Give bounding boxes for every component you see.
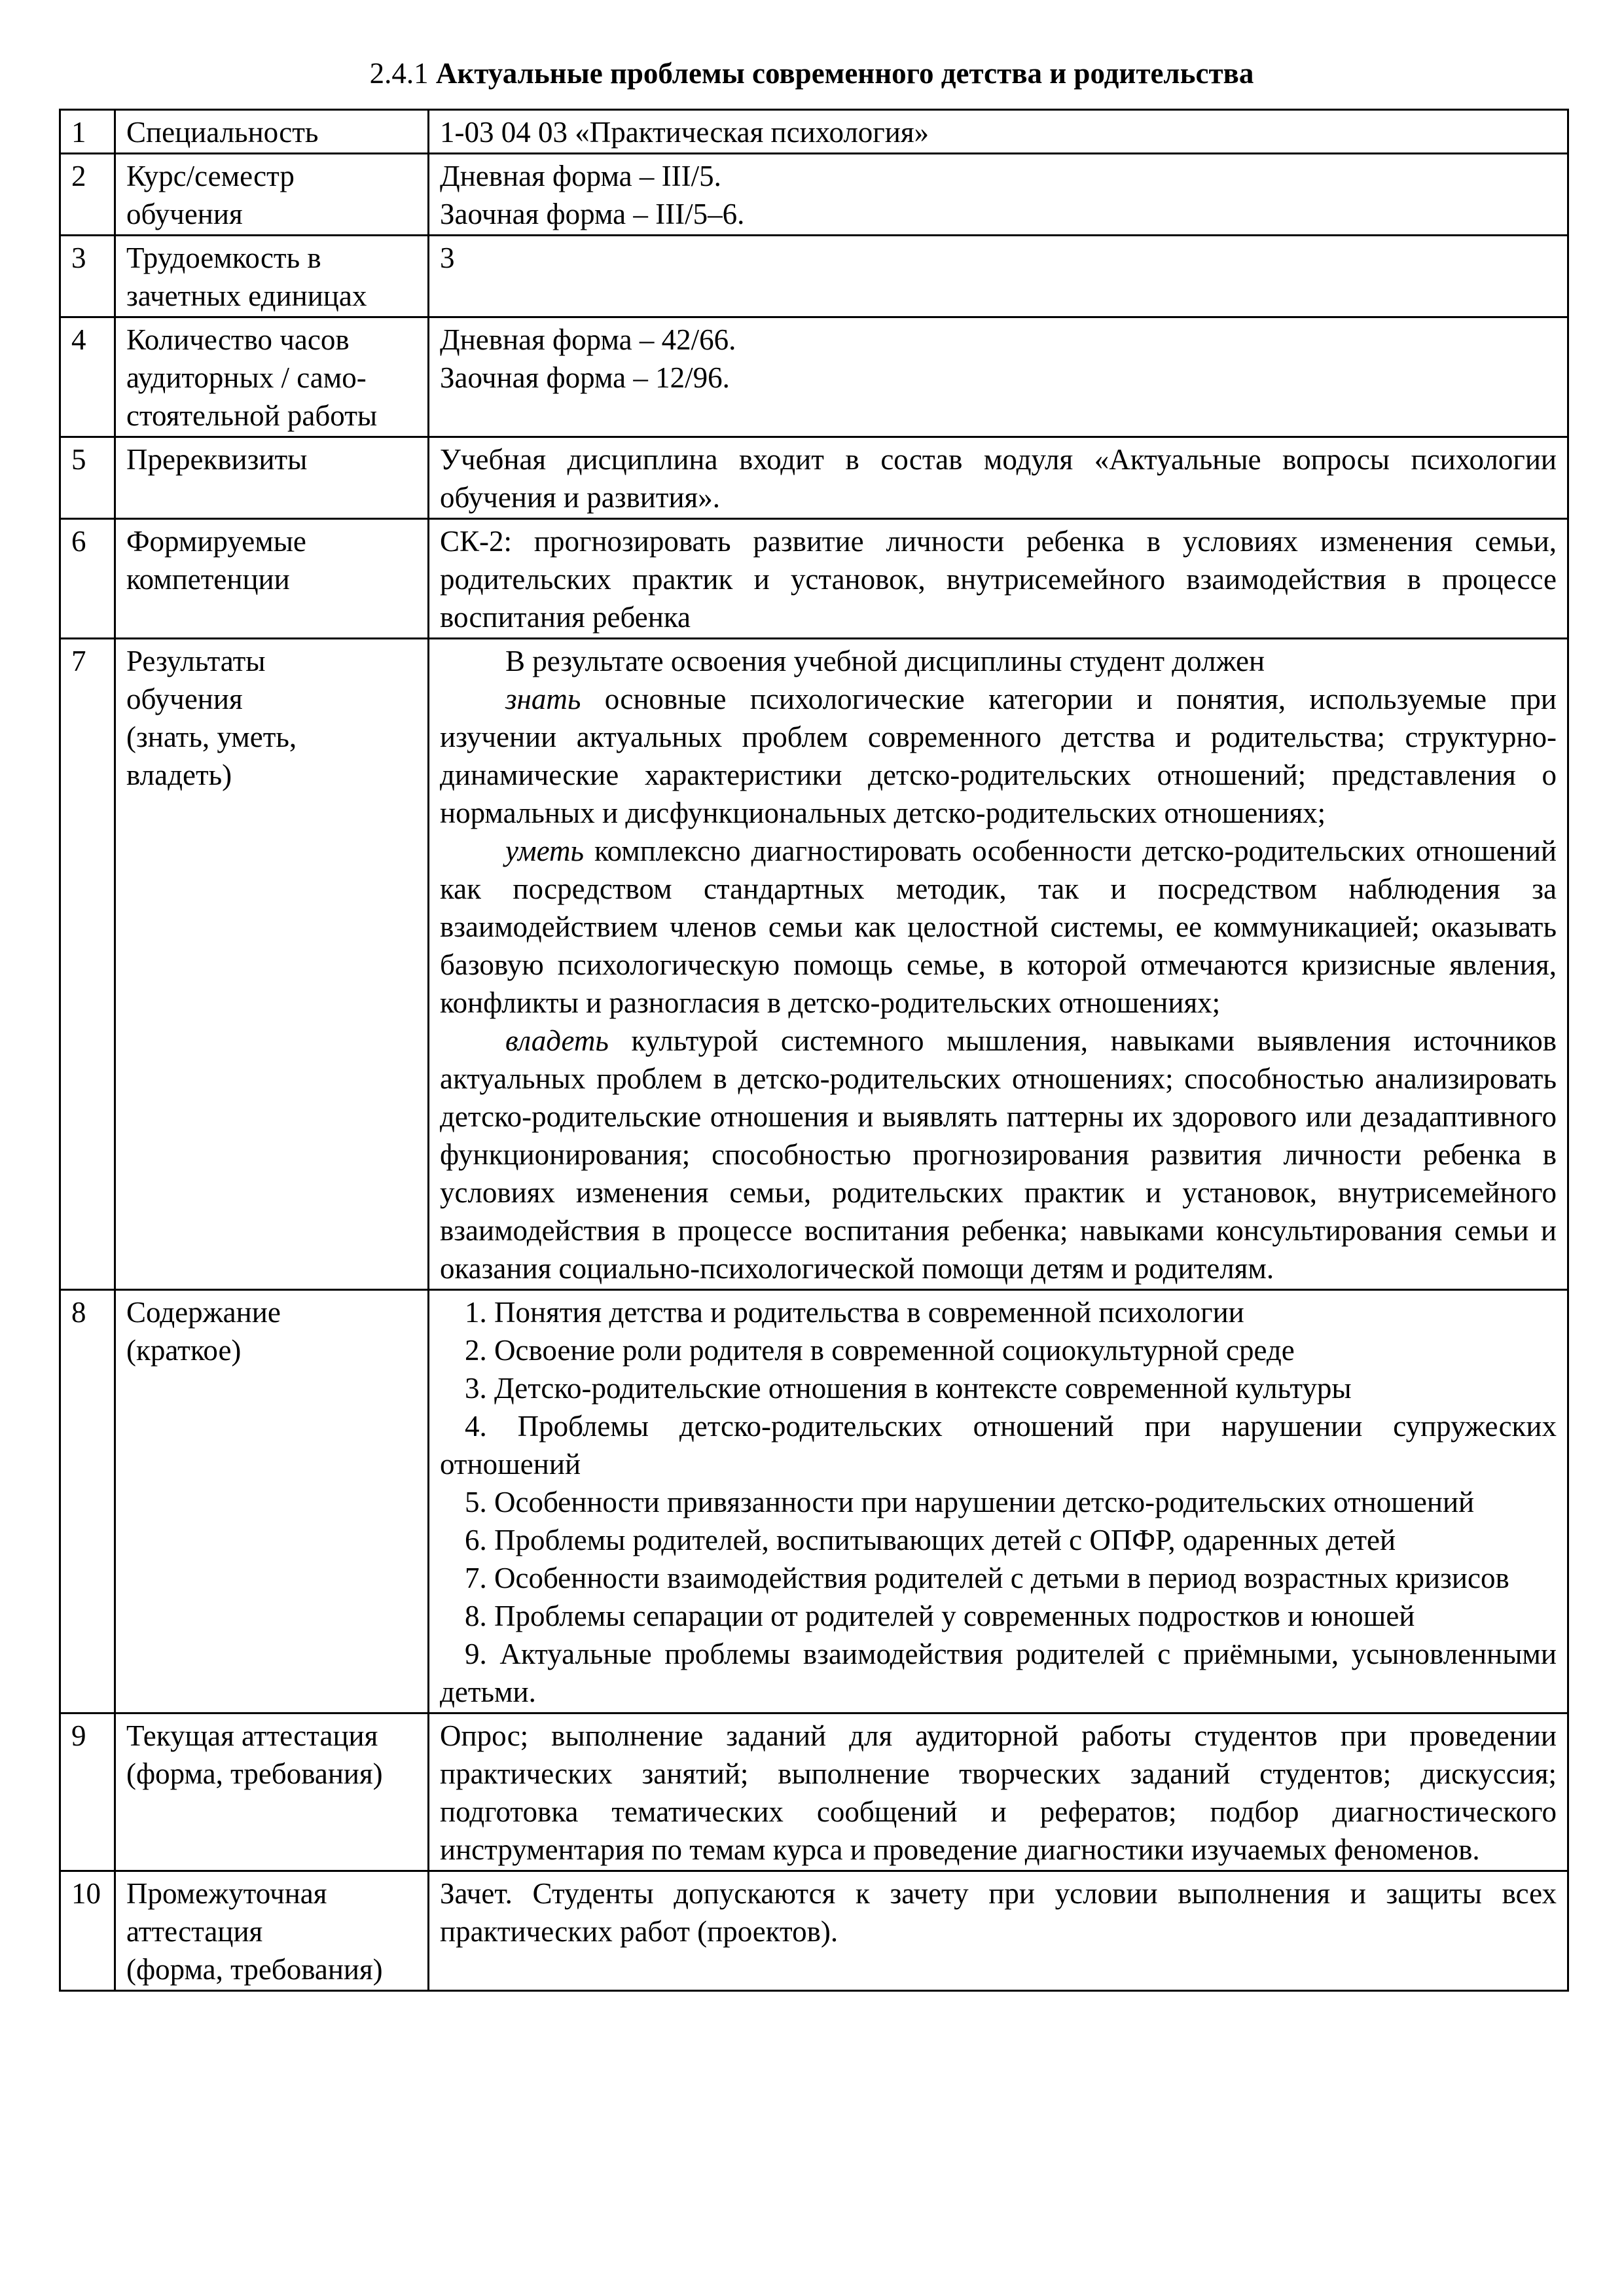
label-line: (краткое) — [126, 1334, 242, 1367]
row-content: Учебная дисциплина входит в состав модуля «Актуальные вопросы психологии обучения и развития». — [429, 437, 1568, 519]
table-row — [60, 154, 1568, 236]
row-content — [429, 154, 1568, 236]
label-line: (знать, уметь, — [126, 721, 297, 753]
content-list-item: 5. Особенности привязанности при нарушении детско-родительских отношений — [465, 1486, 1475, 1518]
outcomes-own — [440, 1022, 1557, 1287]
outcomes-know — [440, 680, 1557, 832]
outcomes-intro: В результате освоения учебной дисциплины студент должен — [505, 645, 1265, 677]
table-row — [60, 437, 1568, 519]
label-line: Текущая аттестация — [126, 1719, 378, 1752]
row-label — [115, 1290, 429, 1713]
row-label — [115, 317, 429, 437]
content-line: Дневная форма – 42/66. — [440, 323, 736, 356]
content-list-item: 1. Понятия детства и родительства в современной психологии — [465, 1296, 1244, 1329]
content-line: Заочная форма – 12/96. — [440, 361, 730, 394]
course-spec-table — [59, 109, 1569, 1992]
label-line: Трудоемкость в — [126, 242, 321, 274]
content-line: 3 — [440, 242, 455, 274]
label-line: Результаты — [126, 645, 266, 677]
row-label — [115, 110, 429, 154]
row-label — [115, 1713, 429, 1871]
section-number: 2.4.1 — [369, 57, 429, 90]
row-number: 4 — [60, 317, 115, 437]
content-list-item: 9. Актуальные проблемы взаимодействия родителей с приёмными, усыновленными детьми. — [440, 1638, 1557, 1708]
row-label — [115, 519, 429, 639]
content-line: Заочная форма – III/5–6. — [440, 198, 745, 230]
can-keyword: уметь — [505, 834, 584, 867]
label-line: компетенции — [126, 563, 290, 596]
label-line: владеть) — [126, 759, 232, 791]
label-line: Курс/семестр — [126, 160, 295, 192]
own-text: культурой системного мышления, навыками выявления источников актуальных проблем в детско-родительских отношениях; способностью анализировать детско-родительские отношения и выявлять паттерны их здорового или дезадаптивного функционирования; способностью прогнозирования развития личности ребенка в условиях изменения семьи, родительских практик и установок, внутрисемейного взаимодействия в процессе воспитания ребенка; навыками консультирования семьи и оказания социально-психологической помощи детям и родителям. — [440, 1024, 1557, 1285]
content-list-item: 2. Освоение роли родителя в современной социокультурной среде — [465, 1334, 1295, 1367]
table-row — [60, 110, 1568, 154]
row-label — [115, 154, 429, 236]
row-label — [115, 437, 429, 519]
label-line: обучения — [126, 683, 243, 715]
content-line: Дневная форма – III/5. — [440, 160, 721, 192]
label-line: Специальность — [126, 116, 319, 149]
row-number: 10 — [60, 1871, 115, 1991]
row-number: 3 — [60, 236, 115, 317]
label-line: стоятельной работы — [126, 399, 378, 432]
row-content — [429, 110, 1568, 154]
row-number: 7 — [60, 639, 115, 1290]
can-text: комплексно диагностировать особенности детско-родительских отношений как посредством стандартных методик, так и посредством наблюдения за взаимодействием членов семьи как целостной системы, ее коммуникацией; оказывать базовую психологическую помощь семье, в которой отмечаются кризисные явления, конфликты и разногласия в детско-родительских отношениях; — [440, 834, 1557, 1019]
content-list-item: 8. Проблемы сепарации от родителей у современных подростков и юношей — [465, 1600, 1415, 1632]
label-line: Содержание — [126, 1296, 281, 1329]
label-line: Пререквизиты — [126, 443, 308, 476]
table-row — [60, 236, 1568, 317]
row-number: 8 — [60, 1290, 115, 1713]
row-label — [115, 236, 429, 317]
content-list-item: 3. Детско-родительские отношения в контексте современной культуры — [465, 1372, 1352, 1405]
table-row — [60, 317, 1568, 437]
label-line: (форма, требования) — [126, 1953, 383, 1986]
outcomes-can — [440, 832, 1557, 1022]
row-content — [429, 317, 1568, 437]
label-line: аудиторных / само- — [126, 361, 367, 394]
label-line: обучения — [126, 198, 243, 230]
row-number: 2 — [60, 154, 115, 236]
know-text: основные психологические категории и понятия, используемые при изучении актуальных проблем современного детства и родительства; структурно-динамические характеристики детско-родительских отношений; представления о нормальных и дисфункциональных детско-родительских отношениях; — [440, 683, 1557, 829]
table-row — [60, 1871, 1568, 1991]
row-content — [429, 639, 1568, 1290]
label-line: Формируемые — [126, 525, 306, 558]
row-label — [115, 639, 429, 1290]
row-content: СК-2: прогнозировать развитие личности ребенка в условиях изменения семьи, родительских практик и установок, внутрисемейного взаимодействия в процессе воспитания ребенка — [429, 519, 1568, 639]
section-heading: Актуальные проблемы современного детства и родительства — [435, 57, 1254, 90]
label-line: Промежуточная — [126, 1877, 327, 1910]
own-keyword: владеть — [505, 1024, 609, 1057]
row-number: 5 — [60, 437, 115, 519]
table-row — [60, 1290, 1568, 1713]
row-number: 1 — [60, 110, 115, 154]
section-title — [59, 55, 1564, 92]
row-content — [429, 1290, 1568, 1713]
label-line: зачетных единицах — [126, 279, 367, 312]
table-row — [60, 639, 1568, 1290]
table-row — [60, 519, 1568, 639]
label-line: (форма, требования) — [126, 1757, 383, 1790]
label-line: Количество часов — [126, 323, 350, 356]
row-number: 9 — [60, 1713, 115, 1871]
content-list-item: 6. Проблемы родителей, воспитывающих детей с ОПФР, одаренных детей — [465, 1524, 1396, 1556]
row-content: Опрос; выполнение заданий для аудиторной работы студентов при проведении практических занятий; выполнение творческих заданий студентов; дискуссия; подготовка тематических сообщений и рефератов; подбор диагностического инструментария по темам курса и проведение диагностики изучаемых феноменов. — [429, 1713, 1568, 1871]
row-content — [429, 236, 1568, 317]
row-label — [115, 1871, 429, 1991]
know-keyword: знать — [505, 683, 581, 715]
label-line: аттестация — [126, 1915, 263, 1948]
table-row — [60, 1713, 1568, 1871]
content-line: 1-03 04 03 «Практическая психология» — [440, 116, 929, 149]
content-list-item: 7. Особенности взаимодействия родителей с детьми в период возрастных кризисов — [465, 1562, 1509, 1594]
content-list-item: 4. Проблемы детско-родительских отношений при нарушении супружеских отношений — [440, 1410, 1557, 1480]
row-number: 6 — [60, 519, 115, 639]
row-content: Зачет. Студенты допускаются к зачету при условии выполнения и защиты всех практических работ (проектов). — [429, 1871, 1568, 1991]
